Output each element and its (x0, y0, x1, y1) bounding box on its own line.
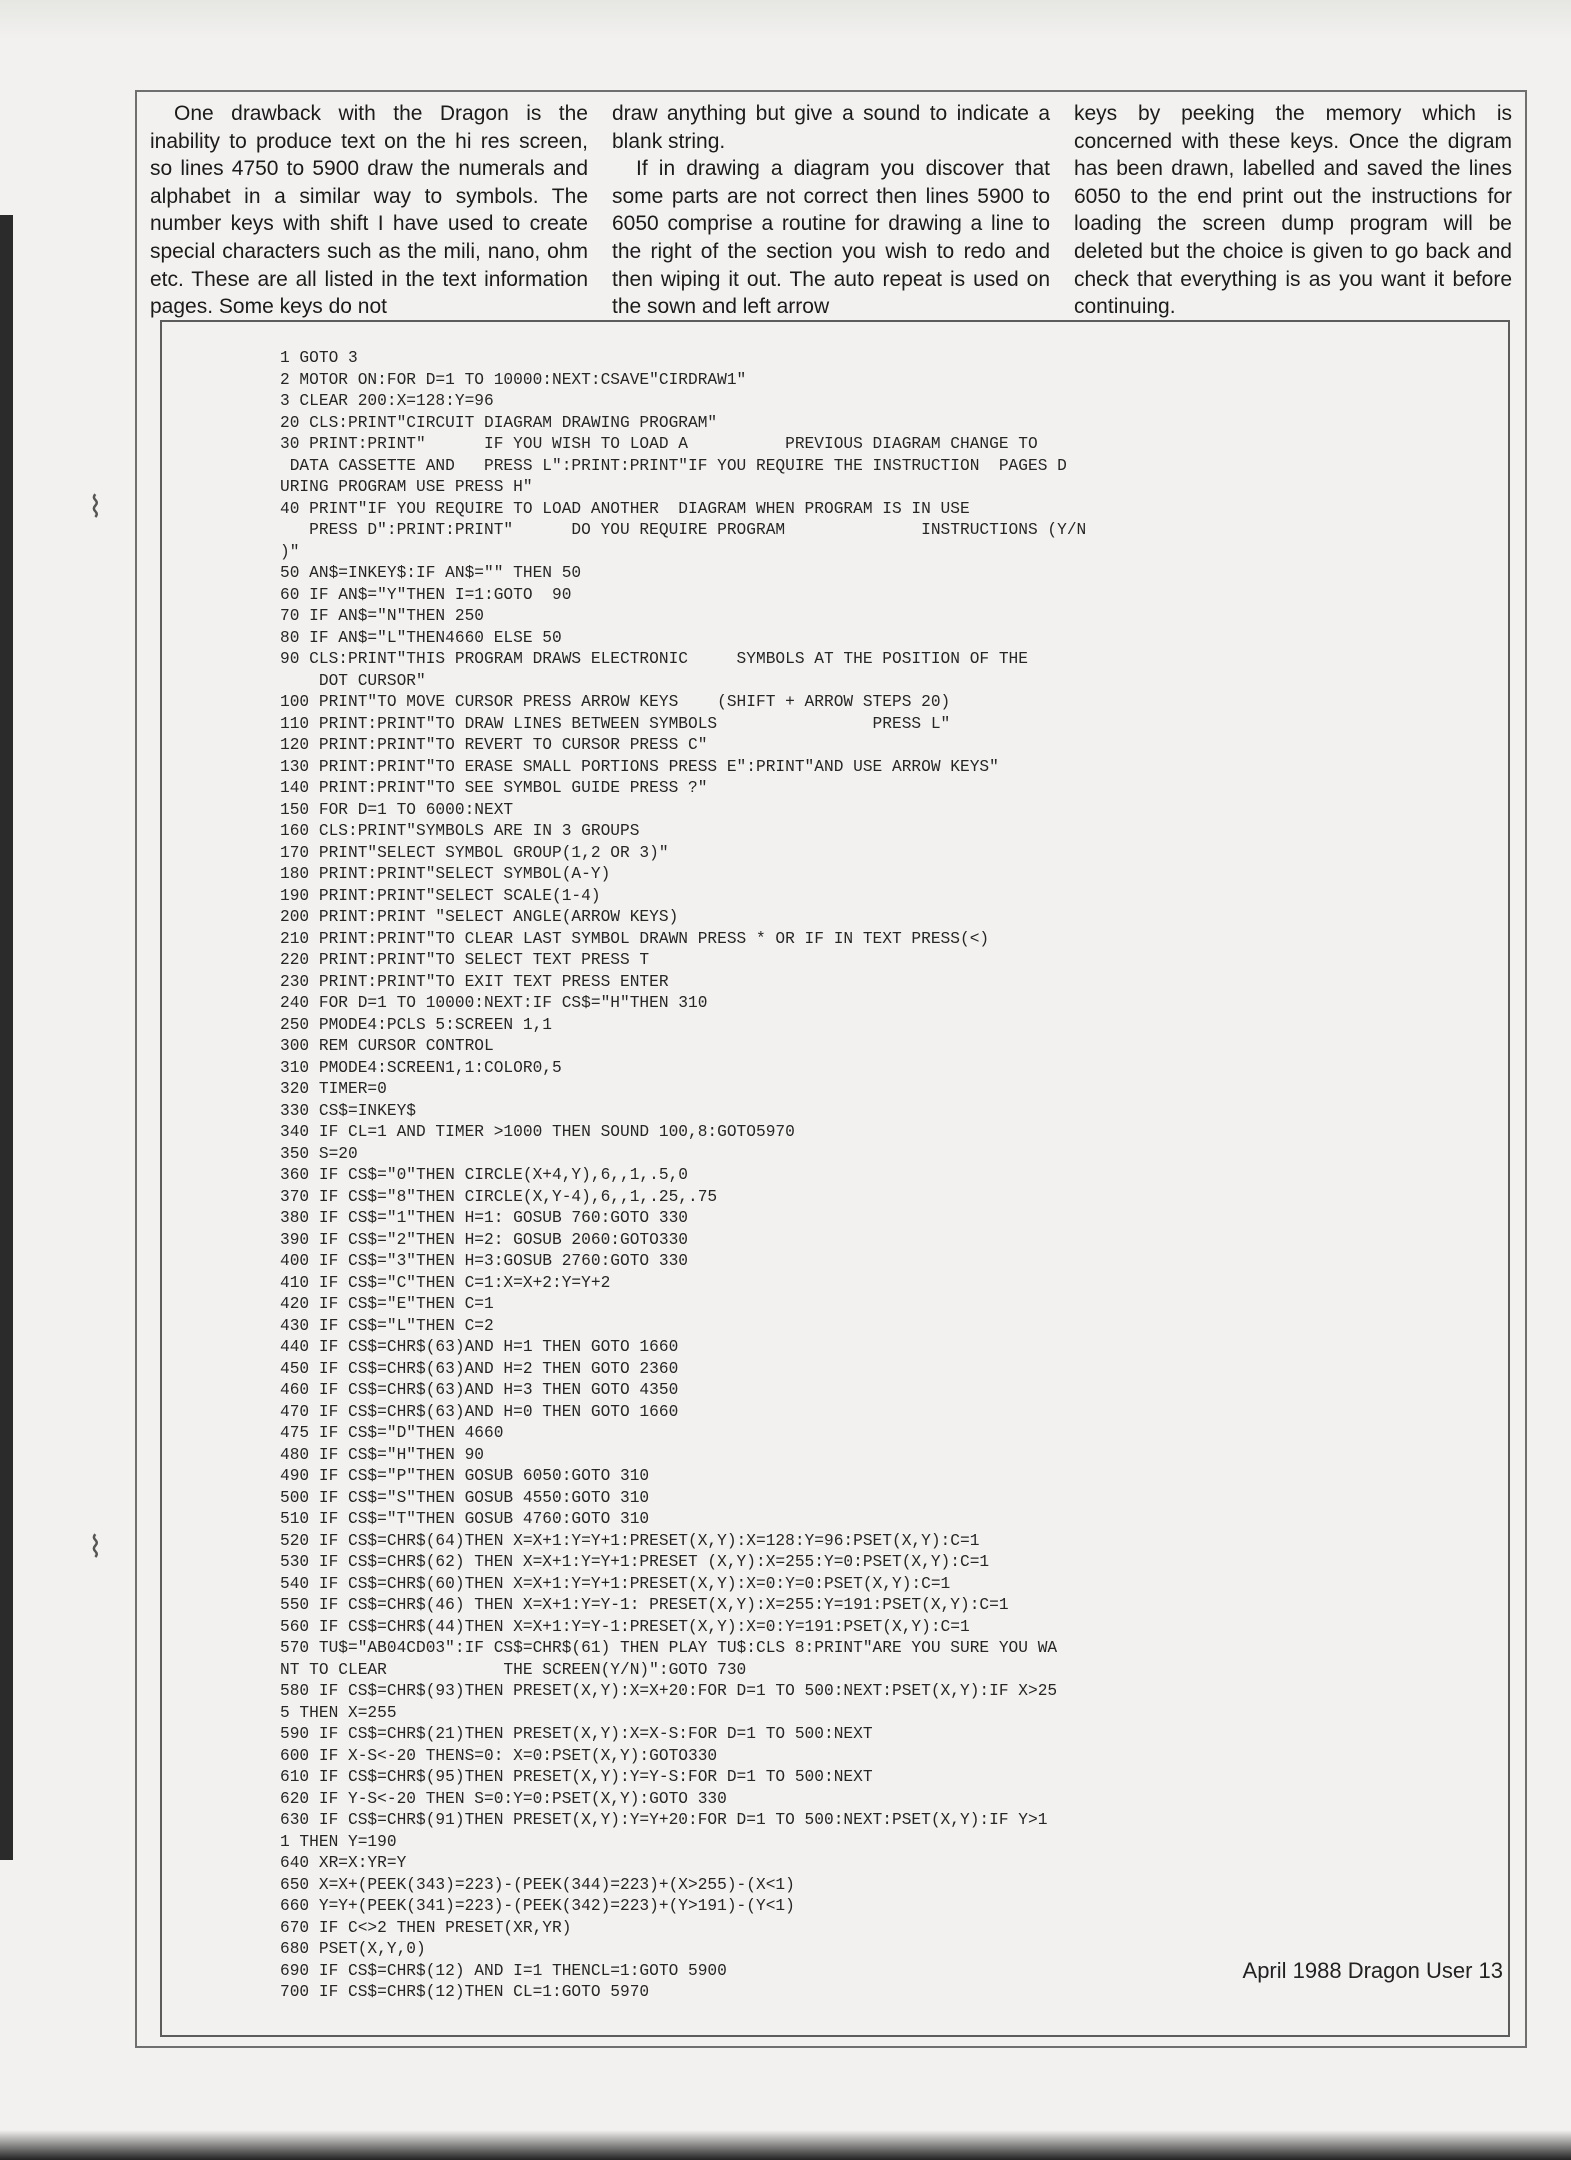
listing-line: 350 S=20 (280, 1144, 358, 1163)
listing-line: 70 IF AN$="N"THEN 250 (280, 607, 484, 625)
listing-line: 530 IF CS$=CHR$(62) THEN X=X+1:Y=Y+1:PRESET (X,Y):X=255:Y=0:PSET(X,Y):C=1 (280, 1553, 990, 1571)
listing-line: 420 IF CS$="E"THEN C=1 (280, 1295, 494, 1313)
listing-line: 160 CLS:PRINT"SYMBOLS ARE IN 3 GROUPS (280, 822, 640, 840)
listing-line: 330 CS$=INKEY$ (280, 1101, 416, 1120)
listing-line: 570 TU$="AB04CD03":IF CS$=CHR$(61) THEN PLAY TU$:CLS 8:PRINT"ARE YOU SURE YOU WA (280, 1639, 1058, 1657)
listing-line: 240 FOR D=1 TO 10000:NEXT:IF CS$="H"THEN 310 (280, 994, 708, 1012)
listing-line: 310 PMODE4:SCREEN1,1:COLOR0,5 (280, 1058, 562, 1077)
page-binding-edge (0, 215, 13, 1860)
listing-line: 390 IF CS$="2"THEN H=2: GOSUB 2060:GOTO330 (280, 1230, 688, 1249)
listing-line: 460 IF CS$=CHR$(63)AND H=3 THEN GOTO 4350 (280, 1381, 679, 1399)
listing-line: 450 IF CS$=CHR$(63)AND H=2 THEN GOTO 2360 (280, 1359, 679, 1378)
listing-line: 480 IF CS$="H"THEN 90 (280, 1445, 484, 1464)
listing-line: 370 IF CS$="8"THEN CIRCLE(X,Y-4),6,,1,.25,.75 (280, 1187, 718, 1206)
listing-line: NT TO CLEAR THE SCREEN(Y/N)":GOTO 730 (280, 1660, 747, 1679)
listing-line: 475 IF CS$="D"THEN 4660 (280, 1424, 504, 1442)
listing-line: 60 IF AN$="Y"THEN I=1:GOTO 90 (280, 585, 572, 604)
listing-line: 560 IF CS$=CHR$(44)THEN X=X+1:Y=Y-1:PRESET(X,Y):X=0:Y=191:PSET(X,Y):C=1 (280, 1617, 970, 1636)
listing-line: 200 PRINT:PRINT "SELECT ANGLE(ARROW KEYS) (280, 908, 679, 926)
listing-line: 520 IF CS$=CHR$(64)THEN X=X+1:Y=Y+1:PRESET(X,Y):X=128:Y=96:PSET(X,Y):C=1 (280, 1531, 980, 1550)
listing-line: )" (280, 542, 300, 561)
page-footer: April 1988 Dragon User 13 (1242, 1958, 1503, 1983)
paragraph: One drawback with the Dragon is the inability to produce text on the hi res screen, so lines 4750 to 5900 draw the numerals and alphabet in a similar way to symbols. The number keys with shift I have used to create special characters such as the mili, nano, ohm etc. These are all listed in the text information pages. Some keys do not (150, 102, 588, 319)
listing-line: 80 IF AN$="L"THEN4660 ELSE 50 (280, 628, 562, 647)
listing-line: DOT CURSOR" (280, 671, 426, 690)
listing-line: 190 PRINT:PRINT"SELECT SCALE(1-4) (280, 886, 601, 905)
listing-line: 440 IF CS$=CHR$(63)AND H=1 THEN GOTO 1660 (280, 1338, 679, 1356)
listing-line: 500 IF CS$="S"THEN GOSUB 4550:GOTO 310 (280, 1488, 650, 1507)
listing-line: 630 IF CS$=CHR$(91)THEN PRESET(X,Y):Y=Y+20:FOR D=1 TO 500:NEXT:PSET(X,Y):IF Y>1 (280, 1811, 1048, 1829)
listing-line: URING PROGRAM USE PRESS H" (280, 478, 533, 496)
paragraph: keys by peeking the memory which is concerned with these keys. Once the digram has been drawn, labelled and saved the lines 6050 to the end print out the instructions for loading the screen dump program will be deleted but the choice is given to go back and check that everything is as you want it before continuing. (1074, 102, 1512, 319)
listing-line: 130 PRINT:PRINT"TO ERASE SMALL PORTIONS PRESS E":PRINT"AND USE ARROW KEYS" (280, 757, 999, 776)
listing-line: 360 IF CS$="0"THEN CIRCLE(X+4,Y),6,,1,.5,0 (280, 1166, 688, 1184)
listing-line: 230 PRINT:PRINT"TO EXIT TEXT PRESS ENTER (280, 972, 669, 991)
listing-line: 210 PRINT:PRINT"TO CLEAR LAST SYMBOL DRAWN PRESS * OR IF IN TEXT PRESS(<) (280, 929, 990, 948)
listing-line: 50 AN$=INKEY$:IF AN$="" THEN 50 (280, 564, 582, 582)
listing-line: 680 PSET(X,Y,0) (280, 1940, 426, 1958)
listing-line: 1 THEN Y=190 (280, 1832, 397, 1851)
listing-line: 380 IF CS$="1"THEN H=1: GOSUB 760:GOTO 330 (280, 1209, 688, 1227)
listing-line: 20 CLS:PRINT"CIRCUIT DIAGRAM DRAWING PROGRAM" (280, 413, 718, 432)
listing-line: 690 IF CS$=CHR$(12) AND I=1 THENCL=1:GOTO 5900 (280, 1961, 727, 1980)
text-column-3 (1074, 100, 1512, 321)
listing-line: 5 THEN X=255 (280, 1703, 397, 1722)
listing-line: 540 IF CS$=CHR$(60)THEN X=X+1:Y=Y+1:PRESET(X,Y):X=0:Y=0:PSET(X,Y):C=1 (280, 1574, 951, 1593)
listing-line: 600 IF X-S<-20 THENS=0: X=0:PSET(X,Y):GOTO330 (280, 1746, 718, 1765)
listing-line: 470 IF CS$=CHR$(63)AND H=0 THEN GOTO 1660 (280, 1402, 679, 1421)
listing-line: 30 PRINT:PRINT" IF YOU WISH TO LOAD A PREVIOUS DIAGRAM CHANGE TO (280, 435, 1038, 453)
listing-line: 700 IF CS$=CHR$(12)THEN CL=1:GOTO 5970 (280, 1983, 650, 2001)
listing-line: 150 FOR D=1 TO 6000:NEXT (280, 800, 514, 819)
listing-line: 100 PRINT"TO MOVE CURSOR PRESS ARROW KEYS (SHIFT + ARROW STEPS 20) (280, 693, 951, 711)
listing-line: DATA CASSETTE AND PRESS L":PRINT:PRINT"IF YOU REQUIRE THE INSTRUCTION PAGES D (280, 456, 1067, 475)
page-top-shadow (0, 0, 1571, 40)
listing-line: 3 CLEAR 200:X=128:Y=96 (280, 392, 494, 410)
listing-line: 320 TIMER=0 (280, 1080, 387, 1098)
listing-line: 250 PMODE4:PCLS 5:SCREEN 1,1 (280, 1015, 552, 1034)
paragraph: draw anything but give a sound to indicate a blank string. (612, 102, 1050, 153)
listing-line: 590 IF CS$=CHR$(21)THEN PRESET(X,Y):X=X-S:FOR D=1 TO 500:NEXT (280, 1725, 873, 1743)
listing-line: 670 IF C<>2 THEN PRESET(XR,YR) (280, 1918, 572, 1937)
listing-line: PRESS D":PRINT:PRINT" DO YOU REQUIRE PROGRAM INSTRUCTIONS (Y/N (280, 521, 1087, 539)
paragraph: If in drawing a diagram you discover that some parts are not correct then lines 5900 to 6050 comprise a routine for drawing a line to the right of the section you wish to redo and then wiping it out. The auto repeat is used on the sown and left arrow (612, 157, 1050, 319)
margin-mark: ⌇ (88, 1530, 103, 1565)
listing-line: 110 PRINT:PRINT"TO DRAW LINES BETWEEN SYMBOLS PRESS L" (280, 714, 951, 733)
listing-line: 1 GOTO 3 (280, 349, 358, 367)
page-bottom-shadow (0, 2130, 1571, 2160)
listing-line: 640 XR=X:YR=Y (280, 1854, 407, 1872)
listing-line: 90 CLS:PRINT"THIS PROGRAM DRAWS ELECTRONIC SYMBOLS AT THE POSITION OF THE (280, 650, 1028, 668)
listing-line: 490 IF CS$="P"THEN GOSUB 6050:GOTO 310 (280, 1467, 650, 1485)
text-column-1 (150, 100, 588, 321)
listing-line: 300 REM CURSOR CONTROL (280, 1037, 494, 1055)
margin-mark: ⌇ (88, 490, 103, 525)
listing-line: 430 IF CS$="L"THEN C=2 (280, 1316, 494, 1335)
listing-line: 510 IF CS$="T"THEN GOSUB 4760:GOTO 310 (280, 1510, 650, 1528)
listing-line: 610 IF CS$=CHR$(95)THEN PRESET(X,Y):Y=Y-S:FOR D=1 TO 500:NEXT (280, 1768, 873, 1786)
listing-line: 580 IF CS$=CHR$(93)THEN PRESET(X,Y):X=X+20:FOR D=1 TO 500:NEXT:PSET(X,Y):IF X>25 (280, 1682, 1058, 1700)
text-column-2 (612, 100, 1050, 321)
article-text (150, 100, 1512, 321)
listing-line: 340 IF CL=1 AND TIMER >1000 THEN SOUND 100,8:GOTO5970 (280, 1123, 795, 1141)
listing-line: 170 PRINT"SELECT SYMBOL GROUP(1,2 OR 3)" (280, 843, 669, 862)
listing-line: 220 PRINT:PRINT"TO SELECT TEXT PRESS T (280, 951, 650, 969)
listing-line: 650 X=X+(PEEK(343)=223)-(PEEK(344)=223)+(X>255)-(X<1) (280, 1875, 795, 1894)
listing-line: 550 IF CS$=CHR$(46) THEN X=X+1:Y=Y-1: PRESET(X,Y):X=255:Y=191:PSET(X,Y):C=1 (280, 1596, 1009, 1614)
listing-line: 140 PRINT:PRINT"TO SEE SYMBOL GUIDE PRESS ?" (280, 779, 708, 797)
listing-line: 180 PRINT:PRINT"SELECT SYMBOL(A-Y) (280, 865, 611, 883)
listing-line: 2 MOTOR ON:FOR D=1 TO 10000:NEXT:CSAVE"CIRDRAW1" (280, 370, 747, 389)
listing-line: 120 PRINT:PRINT"TO REVERT TO CURSOR PRESS C" (280, 736, 708, 754)
listing-line: 400 IF CS$="3"THEN H=3:GOSUB 2760:GOTO 330 (280, 1252, 688, 1270)
listing-line: 40 PRINT"IF YOU REQUIRE TO LOAD ANOTHER DIAGRAM WHEN PROGRAM IS IN USE (280, 499, 970, 518)
listing-line: 620 IF Y-S<-20 THEN S=0:Y=0:PSET(X,Y):GOTO 330 (280, 1789, 727, 1808)
listing-line: 660 Y=Y+(PEEK(341)=223)-(PEEK(342)=223)+(Y>191)-(Y<1) (280, 1897, 795, 1915)
program-listing (280, 348, 1430, 2004)
listing-line: 410 IF CS$="C"THEN C=1:X=X+2:Y=Y+2 (280, 1273, 611, 1292)
